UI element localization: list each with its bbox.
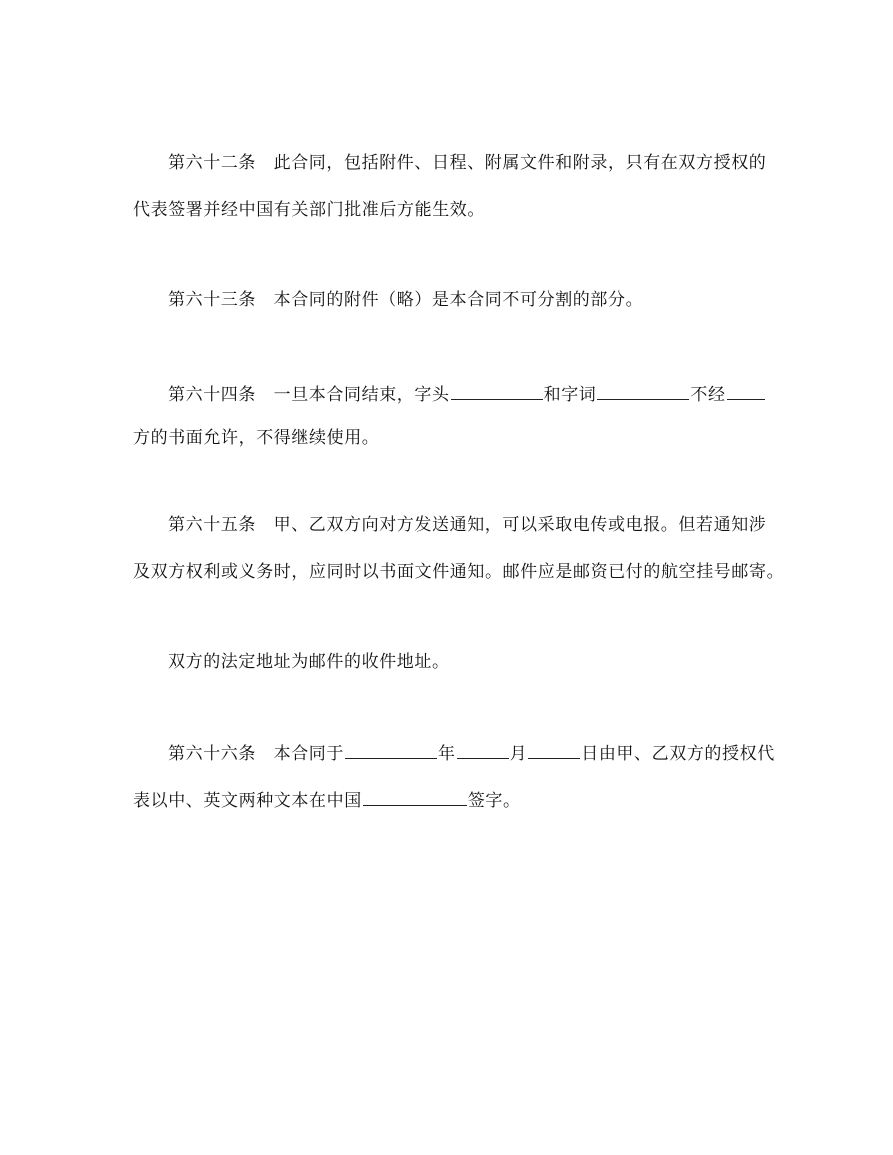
article-66-text-4: 日由甲、乙双方的授权代 — [581, 744, 775, 764]
article-66-text-2: 年 — [438, 744, 456, 764]
article-66-text-1: 第六十六条 本合同于 — [168, 744, 344, 764]
article-64-text-3: 不经 — [690, 385, 726, 405]
article-66-line-1 — [168, 741, 775, 764]
blank-field-letterhead — [451, 382, 543, 400]
article-64-text-1: 第六十四条 一旦本合同结束，字头 — [168, 385, 450, 405]
article-65-line-2: 及双方权利或义务时，应同时以书面文件通知。邮件应是邮资已付的航空挂号邮寄。 — [133, 562, 785, 582]
article-62-line-2: 代表签署并经中国有关部门批准后方能生效。 — [133, 200, 485, 220]
blank-field-place — [363, 788, 467, 806]
article-64-line-1 — [168, 382, 766, 405]
article-66-text-5: 表以中、英文两种文本在中国 — [133, 791, 362, 811]
article-63-line-1: 第六十三条 本合同的附件（略）是本合同不可分割的部分。 — [168, 290, 644, 310]
blank-field-party — [727, 382, 765, 400]
article-66-line-2 — [133, 788, 521, 811]
blank-field-words — [597, 382, 689, 400]
blank-field-month — [457, 741, 509, 759]
article-66-text-3: 月 — [509, 744, 528, 764]
article-65-line-3: 双方的法定地址为邮件的收件地址。 — [168, 652, 450, 672]
blank-field-day — [528, 741, 580, 759]
article-64-line-2: 方的书面允许，不得继续使用。 — [133, 428, 380, 448]
article-66-text-6: 签字。 — [467, 791, 521, 811]
article-62-line-1: 第六十二条 此合同，包括附件、日程、附属文件和附录，只有在双方授权的 — [168, 153, 767, 173]
blank-field-year — [345, 741, 437, 759]
article-64-text-2: 和字词 — [543, 385, 597, 405]
article-65-line-1: 第六十五条 甲、乙双方向对方发送通知，可以采取电传或电报。但若通知涉 — [168, 515, 767, 535]
